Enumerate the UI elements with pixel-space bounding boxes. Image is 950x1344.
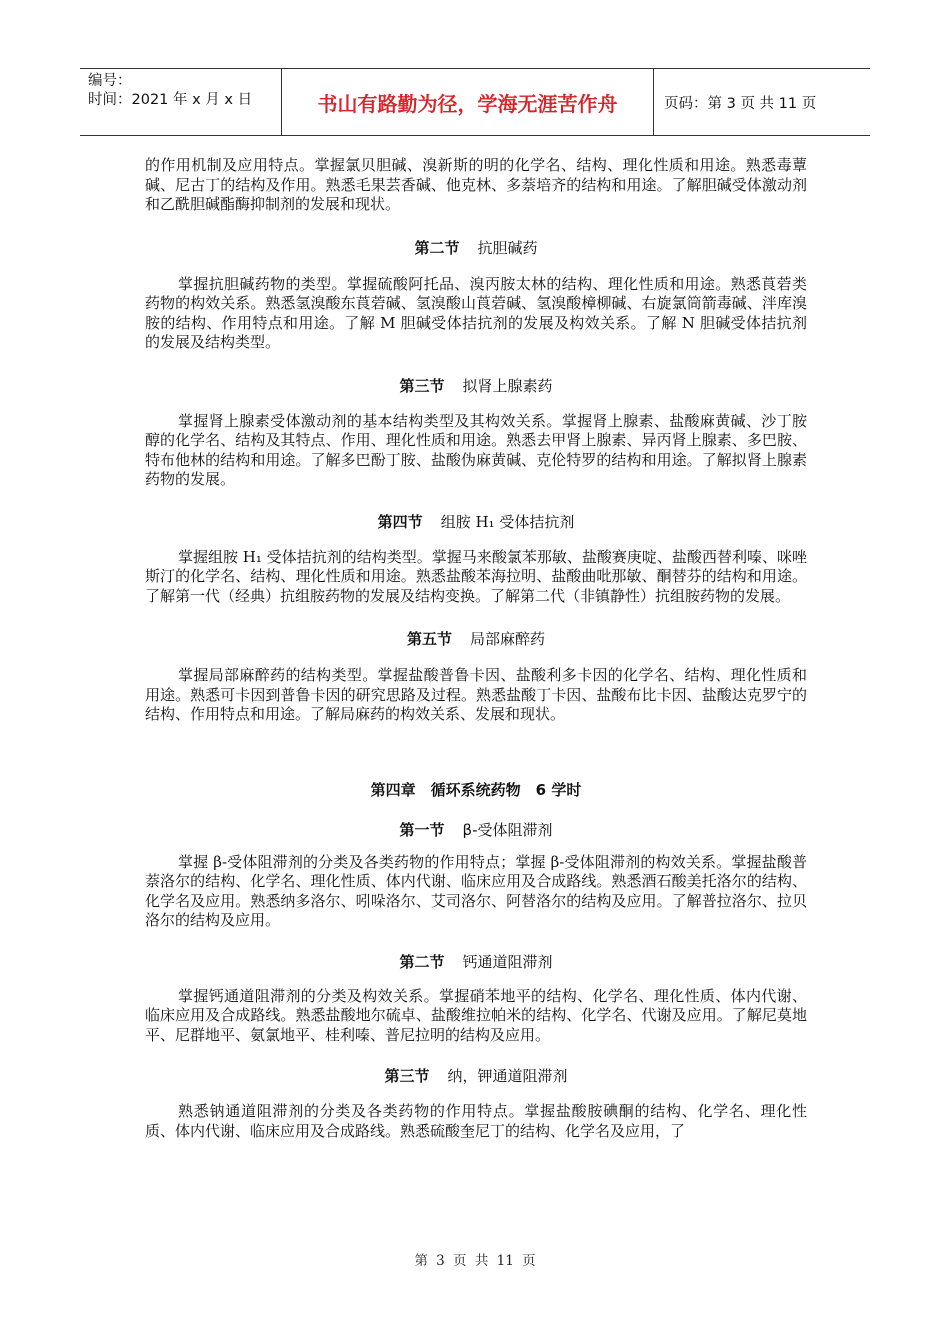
section-title: 钙通道阻滞剂 [462,952,553,971]
section-heading [145,952,807,972]
section-number: 第四节 [377,512,423,531]
section-heading [145,629,807,649]
section-title: 组胺 H₁ 受体拮抗剂 [440,512,575,531]
header-page-label: 页码：第 3 页 共 11 页 [664,95,817,112]
time-label: 时间：2021 年 x 月 x 日 [88,92,253,108]
section-title: 抗胆碱药 [477,238,538,257]
section-heading [145,238,807,258]
paragraph: 掌握钙通道阻滞剂的分类及构效关系。掌握硝苯地平的结构、化学名、理化性质、体内代谢、临床应用及合成路线。熟悉盐酸地尔硫卓、盐酸维拉帕米的结构、化学名、代谢及应用。了解尼莫地平、尼群地平、氨氯地平、桂利嗪、普尼拉明的结构及应用。 [145,986,807,1044]
paragraph: 掌握抗胆碱药物的类型。掌握硫酸阿托品、溴丙胺太林的结构、理化性质和用途。熟悉莨菪类药物的构效关系。熟悉氢溴酸东莨菪碱、氢溴酸山莨菪碱、氢溴酸樟柳碱、右旋氯筒箭毒碱、泮库溴胺的结构、作用特点和用途。了解 M 胆碱受体拮抗剂的发展及构效关系。了解 N 胆碱受体拮抗剂的发展及结构类型。 [145,274,807,351]
section-number: 第五节 [406,630,452,648]
section-title: β-受体阻滞剂 [462,820,553,839]
paragraph: 熟悉钠通道阻滞剂的分类及各类药物的作用特点。掌握盐酸胺碘酮的结构、化学名、理化性质、体内代谢、临床应用及合成路线。熟悉硫酸奎尼丁的结构、化学名及应用，了 [145,1102,807,1140]
section-title: 纳，钾通道阻滞剂 [447,1067,568,1085]
page-header [80,68,870,136]
section-heading [145,1066,807,1086]
section-number: 第二节 [414,238,460,257]
section-number: 第三节 [399,376,445,395]
section-title: 局部麻醉药 [470,630,546,648]
section-heading [145,820,807,840]
section-heading [145,376,807,396]
section-number: 第一节 [399,820,445,839]
paragraph: 掌握肾上腺素受体激动剂的基本结构类型及其构效关系。掌握肾上腺素、盐酸麻黄碱、沙丁胺醇的化学名、结构及其特点、作用、理化性质和用途。熟悉去甲肾上腺素、异丙肾上腺素、多巴胺、特布他林的结构和用途。了解多巴酚丁胺、盐酸伪麻黄碱、克伦特罗的结构和用途。了解拟肾上腺素药物的发展。 [145,411,807,488]
section-number: 第二节 [399,952,445,971]
section-number: 第三节 [384,1067,430,1085]
number-label: 编号： [88,73,132,89]
section-heading [145,512,807,532]
page-footer: 第 3 页 共 11 页 [414,1253,536,1269]
chapter-title: 第四章 循环系统药物 6 学时 [370,780,582,799]
paragraph: 掌握 β-受体阻滞剂的分类及各类药物的作用特点；掌握 β-受体阻滞剂的构效关系。掌握盐酸普萘洛尔的结构、化学名、理化性质、体内代谢、临床应用及合成路线。熟悉酒石酸美托洛尔的结构、化学名及应用。熟悉纳多洛尔、吲哚洛尔、艾司洛尔、阿替洛尔的结构及应用。了解普拉洛尔、拉贝洛尔的结构及应用。 [145,852,807,929]
header-meta [80,69,282,135]
paragraph: 的作用机制及应用特点。掌握氯贝胆碱、溴新斯的明的化学名、结构、理化性质和用途。熟悉毒蕈碱、尼古丁的结构及作用。熟悉毛果芸香碱、他克林、多萘培齐的结构和用途。了解胆碱受体激动剂和乙酰胆碱酯酶抑制剂的发展和现状。 [145,156,807,213]
document-body [145,156,807,1141]
section-title: 拟肾上腺素药 [462,376,553,395]
header-motto: 书山有路勤为径，学海无涯苦作舟 [282,69,654,135]
paragraph: 掌握组胺 H₁ 受体拮抗剂的结构类型。掌握马来酸氯苯那敏、盐酸赛庚啶、盐酸西替利嗪、咪唑斯汀的化学名、结构、理化性质和用途。熟悉盐酸苯海拉明、盐酸曲吡那敏、酮替芬的结构和用途。了解第一代（经典）抗组胺药物的发展及结构变换。了解第二代（非镇静性）抗组胺药物的发展。 [145,547,807,605]
paragraph: 掌握局部麻醉药的结构类型。掌握盐酸普鲁卡因、盐酸利多卡因的化学名、结构、理化性质和用途。熟悉可卡因到普鲁卡因的研究思路及过程。熟悉盐酸丁卡因、盐酸布比卡因、盐酸达克罗宁的结构、作用特点和用途。了解局麻药的构效关系、发展和现状。 [145,666,807,723]
